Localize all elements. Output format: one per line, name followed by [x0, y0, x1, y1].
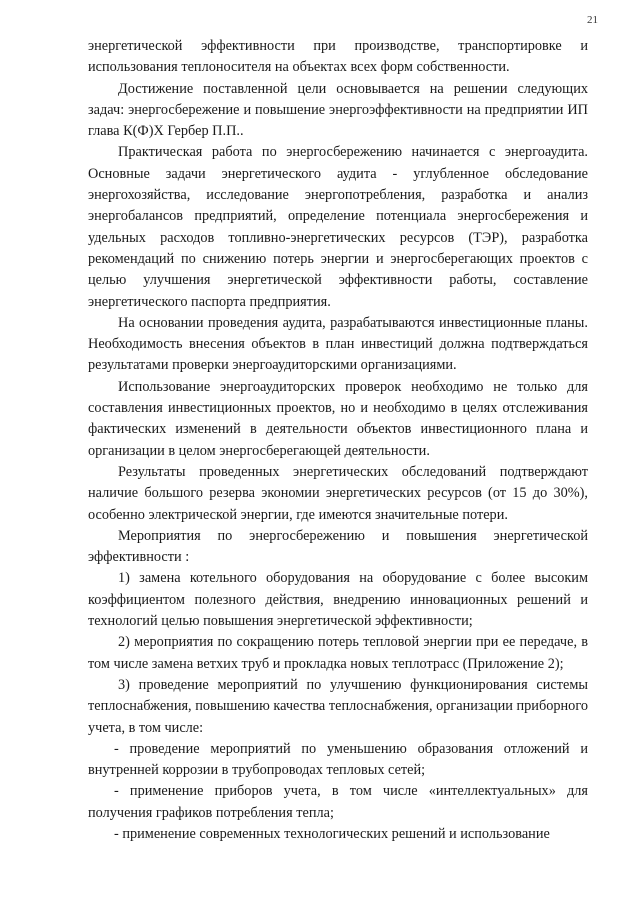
- paragraph-goal: Достижение поставленной цели основывается на решении следующих задач: энергосбережение и повышение энергоэффективности на предприятии ИП глава К(Ф)Х Гербер П.П..: [88, 80, 588, 140]
- paragraph-audit-usage: Использование энергоаудиторских проверок необходимо не только для составления инвестиционных проектов, но и необходимо в целях отслеживания фактических изменений в деятельности объектов инвестиционного плана и организации в целом энергосберегающей деятельности.: [88, 378, 588, 459]
- paragraph-investment-plans: На основании проведения аудита, разрабатываются инвестиционные планы. Необходимость внесения объектов в план инвестиций должна подтверждаться результатами проверки энергоаудиторскими организациями.: [88, 314, 588, 374]
- paragraph-continuation: энергетической эффективности при производстве, транспортировке и использования теплоносителя на объектах всех форм собственности.: [88, 38, 588, 76]
- page-number: 21: [587, 14, 598, 26]
- list-item-1: 1) замена котельного оборудования на оборудование с более высоким коэффициентом полезного действия, внедрению инновационных решений и технологий целью повышения энергетической эффективности;: [88, 570, 588, 630]
- list-item-3: 3) проведение мероприятий по улучшению функционирования системы теплоснабжения, повышению качества теплоснабжения, организации приборного учета, в том числе:: [88, 676, 588, 736]
- sublist-item-technology: - применение современных технологических решений и использование: [114, 825, 550, 842]
- document-body: [88, 36, 588, 845]
- sublist-item-corrosion: - проведение мероприятий по уменьшению образования отложений и внутренней коррозии в трубопроводах тепловых сетей;: [88, 740, 588, 779]
- list-item-2: 2) мероприятия по сокращению потерь тепловой энергии при ее передаче, в том числе замена ветхих труб и прокладка новых теплотрасс (Приложение 2);: [88, 634, 588, 672]
- sublist-item-metering: - применение приборов учета, в том числе «интеллектуальных» для получения графиков потребления тепла;: [88, 783, 588, 821]
- paragraph-measures-heading: Мероприятия по энергосбережению и повышения энергетической эффективности :: [88, 527, 588, 566]
- paragraph-energy-audit: Практическая работа по энергосбережению начинается с энергоаудита. Основные задачи энергетического аудита - углубленное обследование энергохозяйства, исследование энергопотребления, разработка и анализ энергобалансов предприятий, определение потенциала энергосбережения и удельных расходов топливно-энергетических ресурсов (ТЭР), разработка рекомендаций по снижению потерь энергии и энергосберегающих проектов с целью улучшения энергетической эффективности работы, составление энергетического паспорта предприятия.: [88, 144, 588, 310]
- paragraph-survey-results: Результаты проведенных энергетических обследований подтверждают наличие большого резерва экономии энергетических ресурсов (от 15 до 30%), особенно электрической энергии, где имеются значительные потери.: [88, 463, 588, 523]
